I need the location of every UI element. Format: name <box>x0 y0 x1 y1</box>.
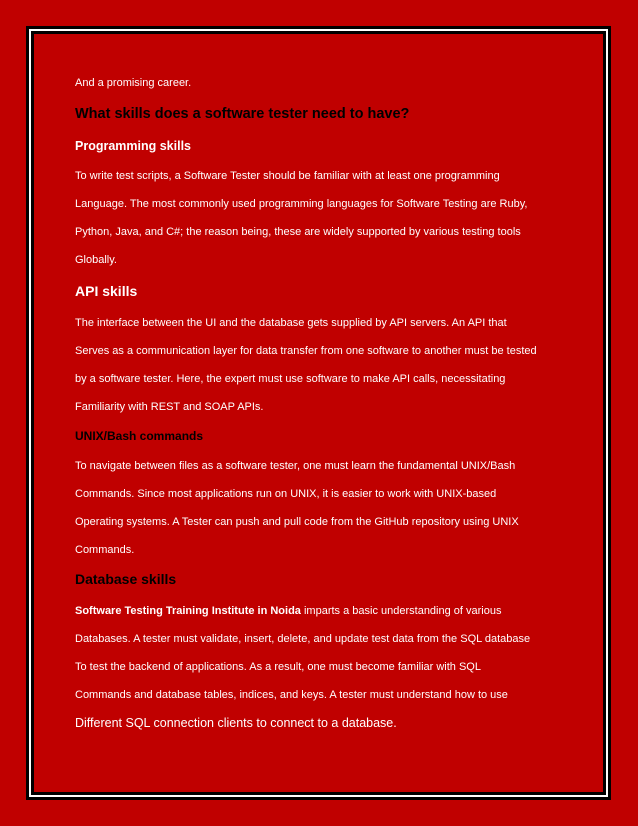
database-line-rest: imparts a basic understanding of various <box>300 605 502 617</box>
database-line: To test the backend of applications. As a result, one must become familiar with SQL <box>75 661 481 673</box>
programming-line: Globally. <box>75 254 117 266</box>
unix-line: Operating systems. A Tester can push and pull code from the GitHub repository using UNIX <box>75 516 519 528</box>
database-line <box>75 604 501 618</box>
programming-line: Language. The most commonly used programming languages for Software Testing are Ruby, <box>75 198 528 210</box>
programming-line: To write test scripts, a Software Tester should be familiar with at least one programming <box>75 170 500 182</box>
api-line: by a software tester. Here, the expert must use software to make API calls, necessitating <box>75 373 506 385</box>
api-line: The interface between the UI and the database gets supplied by API servers. An API that <box>75 317 507 329</box>
institute-name: Software Testing Training Institute in Noida <box>75 605 301 617</box>
main-heading: What skills does a software tester need to have? <box>75 106 410 122</box>
database-line: Databases. A tester must validate, insert, delete, and update test data from the SQL database <box>75 633 531 645</box>
unix-line: Commands. <box>75 544 135 556</box>
database-last-line: Different SQL connection clients to connect to a database. <box>75 716 397 730</box>
programming-line: Python, Java, and C#; the reason being, these are widely supported by various testing tools <box>75 226 521 238</box>
database-heading: Database skills <box>75 571 177 587</box>
database-line: Commands and database tables, indices, and keys. A tester must understand how to use <box>75 689 508 701</box>
programming-heading: Programming skills <box>75 139 192 153</box>
intro-text: And a promising career. <box>75 77 192 89</box>
api-line: Familiarity with REST and SOAP APIs. <box>75 401 264 413</box>
unix-line: To navigate between files as a software tester, one must learn the fundamental UNIX/Bash <box>75 460 516 472</box>
api-heading: API skills <box>75 283 138 299</box>
unix-line: Commands. Since most applications run on UNIX, it is easier to work with UNIX-based <box>75 488 497 500</box>
unix-heading: UNIX/Bash commands <box>75 429 204 443</box>
api-line: Serves as a communication layer for data transfer from one software to another must be tested <box>75 345 537 357</box>
